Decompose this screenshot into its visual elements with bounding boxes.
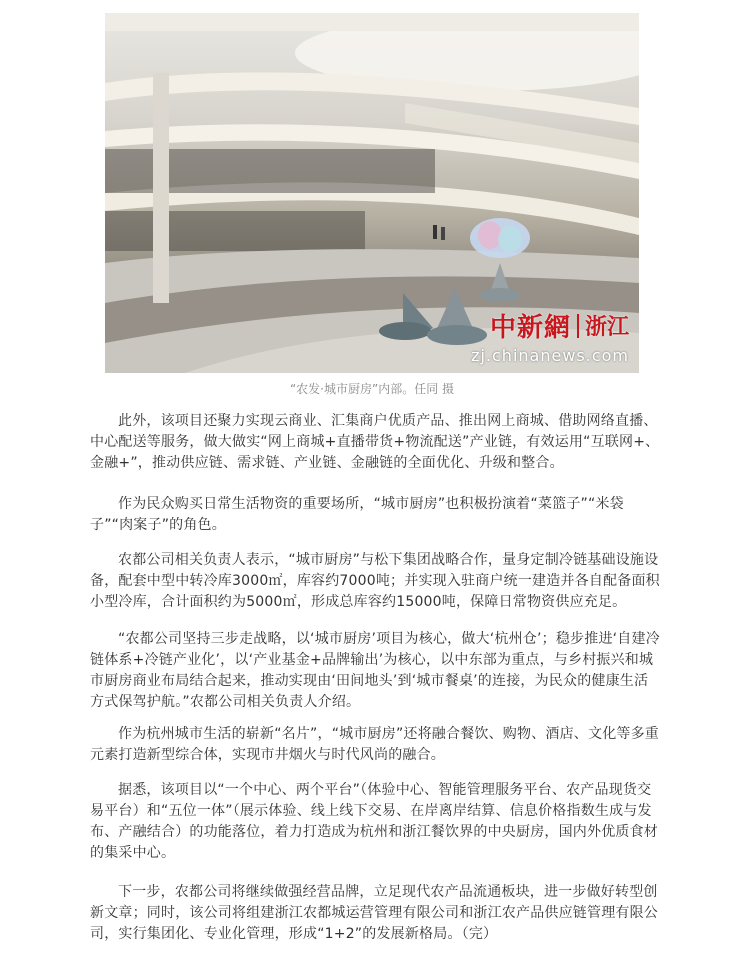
watermark-url: zj.chinanews.com xyxy=(471,346,629,365)
article-paragraph: “农都公司坚持三步走战略，以‘城市厨房’项目为核心，做大‘杭州仓’；稳步推进‘自建冷链体系+冷链产业化’，以‘产业基金+品牌输出’为核心，以中东部为重点，与乡村振兴和城市厨房商业布局结合起来，推动实现由‘田间地头’到‘城市餐桌’的连接，为民众的健康生活方式保驾护航。”农都公司相关负责人介绍。 xyxy=(90,631,660,710)
article-paragraph: 作为杭州城市生活的崭新“名片”，“城市厨房”还将融合餐饮、购物、酒店、文化等多重元素打造新型综合体，实现市井烟火与时代风尚的融合。 xyxy=(90,726,660,763)
watermark xyxy=(471,307,629,365)
article-photo xyxy=(105,13,639,373)
article-paragraph: 作为民众购买日常生活物资的重要场所，“城市厨房”也积极扮演着“菜篮子”“米袋子”“肉案子”的角色。 xyxy=(90,496,624,533)
watermark-logo: 中新網 xyxy=(489,313,571,343)
article-paragraph: 农都公司相关负责人表示，“城市厨房”与松下集团战略合作，量身定制冷链基础设施设备，配套中型中转冷库3000㎡，库容约7000吨；并实现入驻商户统一建造并各自配备面积小型冷库，合计面积约为5000㎡，形成总库容约15000吨，保障日常物资供应充足。 xyxy=(90,552,660,610)
article-paragraph: 此外，该项目还聚力实现云商业、汇集商户优质产品、推出网上商城、借助网络直播、中心配送等服务，做大做实“网上商城+直播带货+物流配送”产业链，有效运用“互联网+、金融+”，推动供应链、需求链、产业链、金融链的全面优化、升级和整合。 xyxy=(90,413,660,471)
photo-caption: “农发·城市厨房”内部。任同 摄 xyxy=(289,382,455,396)
article-paragraph: 下一步，农都公司将继续做强经营品牌，立足现代农产品流通板块，进一步做好转型创新文章；同时，该公司将组建浙江农都城运营管理有限公司和浙江农产品供应链管理有限公司，实行集团化、专业化管理，形成“1+2”的发展新格局。（完） xyxy=(90,884,658,942)
watermark-divider xyxy=(577,314,579,338)
article-paragraph: 据悉，该项目以“一个中心、两个平台”（体验中心、智能管理服务平台、农产品现货交易平台）和“五位一体”（展示体验、线上线下交易、在岸离岸结算、信息价格指数生成与发布、产融结合）的功能落位，着力打造成为杭州和浙江餐饮界的中央厨房，国内外优质食材的集采中心。 xyxy=(90,782,658,861)
watermark-region: 浙江 xyxy=(584,315,629,340)
